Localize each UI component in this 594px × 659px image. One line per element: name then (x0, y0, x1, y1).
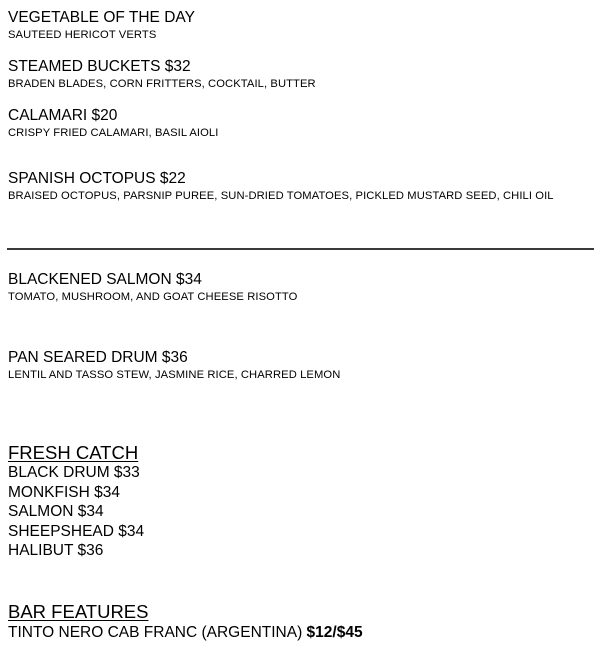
bar-features-heading: BAR FEATURES (8, 601, 149, 622)
fresh-catch-item: SHEEPSHEAD $34 (8, 523, 145, 540)
menu-item-description: CRISPY FRIED CALAMARI, BASIL AIOLI (8, 127, 219, 139)
menu-item-description: LENTIL AND TASSO STEW, JASMINE RICE, CHARRED LEMON (8, 369, 341, 381)
fresh-catch-item: MONKFISH $34 (8, 484, 120, 501)
bar-feature-item (8, 624, 363, 642)
section-divider (7, 248, 594, 250)
menu-item-title: PAN SEARED DRUM $36 (8, 349, 188, 366)
fresh-catch-item: SALMON $34 (8, 503, 104, 520)
menu-item-title: CALAMARI $20 (8, 107, 118, 124)
menu-item-description: BRAISED OCTOPUS, PARSNIP PUREE, SUN-DRIED TOMATOES, PICKLED MUSTARD SEED, CHILI OIL (8, 190, 554, 202)
bar-feature-name: TINTO NERO CAB FRANC (ARGENTINA) (8, 624, 307, 641)
menu-item-title: VEGETABLE OF THE DAY (8, 9, 195, 26)
menu-item-description: BRADEN BLADES, CORN FRITTERS, COCKTAIL, BUTTER (8, 78, 316, 90)
fresh-catch-item: HALIBUT $36 (8, 542, 104, 559)
menu-item-title: STEAMED BUCKETS $32 (8, 58, 191, 75)
bar-feature-price: $12/$45 (306, 624, 363, 641)
menu-item-title: BLACKENED SALMON $34 (8, 271, 202, 288)
fresh-catch-heading: FRESH CATCH (8, 442, 139, 463)
menu-item-title: SPANISH OCTOPUS $22 (8, 170, 186, 187)
fresh-catch-item: BLACK DRUM $33 (8, 464, 140, 481)
menu-item-description: SAUTEED HERICOT VERTS (8, 29, 157, 41)
menu-item-description: TOMATO, MUSHROOM, AND GOAT CHEESE RISOTTO (8, 291, 298, 303)
